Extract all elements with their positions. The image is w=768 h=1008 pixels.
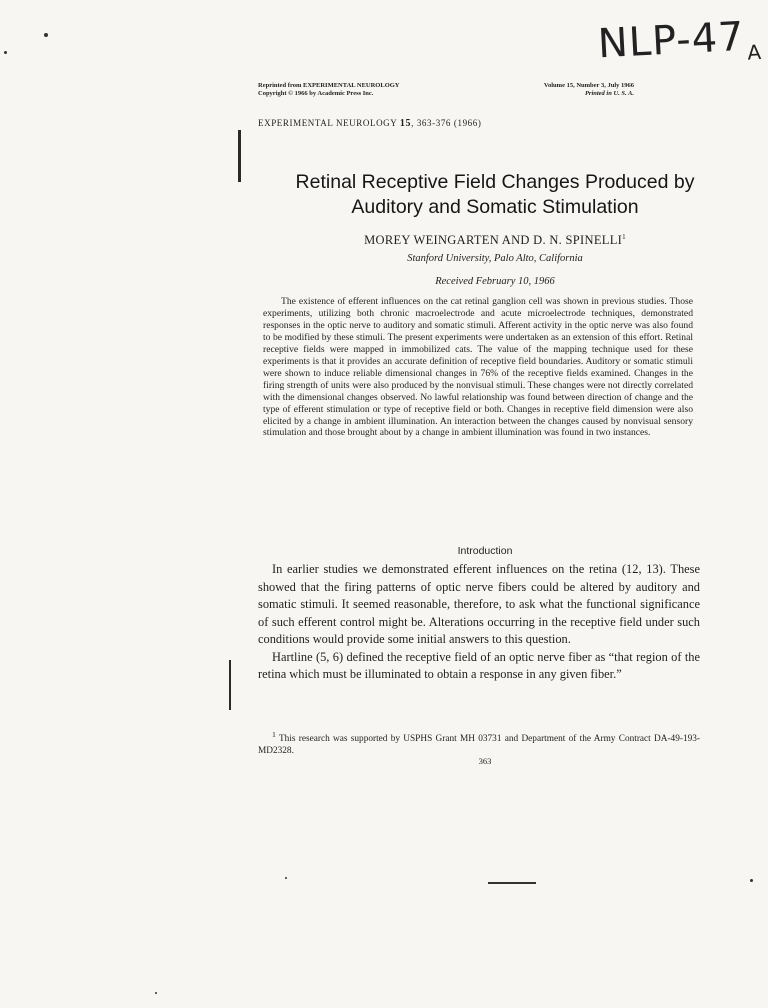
abstract: The existence of efferent influences on the cat retinal ganglion cell was shown in previous studies. Those experiments, utilizing both chronic macroelectrode and acute microelectrode techniques, demonstrated responses in the optic nerve to auditory and somatic stimuli. Afferent activity in the optic nerve was also found to be modified by these stimuli. The present experiments were undertaken as an extension of this effort. Retinal receptive fields were mapped in immobilized cats. The value of the mapping technique used for these experiments is that it provides an accurate definition of receptive field boundaries. Auditory or somatic stimuli were shown to induce reliable dimensional changes in 76% of the receptive fields examined. Changes in the firing strength of units were also produced by the nonvisual stimuli. These changes were not directly correlated with the dimensional changes observed. No lawful relationship was found between direction of change and the type of efferent stimulation or type of receptive field or both. Changes in receptive field dimension were also elicited by a change in ambient illumination. An interaction between the changes caused by nonvisual sensory stimulation and those brought about by a change in ambient illumination was found in two instances.: [263, 296, 693, 439]
volume-info: [484, 82, 634, 98]
journal-pages: , 363-376 (1966): [411, 118, 482, 128]
page-number: 363: [478, 756, 492, 766]
footnote: [258, 729, 700, 758]
journal-volume: 15: [399, 118, 412, 129]
handwritten-note: [596, 13, 768, 73]
introduction-body: [258, 561, 700, 684]
article-title: [280, 170, 710, 220]
title-line-2: Auditory and Somatic Stimulation: [351, 196, 639, 218]
author-footnote-mark: 1: [622, 233, 626, 241]
reprint-notice: [258, 82, 488, 98]
reprint-line: Reprinted from EXPERIMENTAL NEUROLOGY: [258, 82, 400, 89]
paragraph: Hartline (5, 6) defined the receptive field of an optic nerve fiber as “that region of the retina which must be illuminated to obtain a response in any given fiber.”: [258, 649, 700, 681]
handwritten-note-suffix: A: [746, 39, 763, 65]
printed-line: Printed in U. S. A.: [584, 90, 634, 97]
margin-bracket: [238, 130, 241, 182]
paragraph: In earlier studies we demonstrated efferent influences on the retina (12, 13). These showed that the firing patterns of optic nerve fibers could be altered by auditory and somatic stimuli. It seemed reasonable, therefore, to ask what the functional significance of such efferent control might be. Alterations occurring in the receptive field under such conditions would provide some initial answers to this question.: [258, 562, 700, 646]
scan-speck: [285, 877, 287, 879]
affiliation: Stanford University, Palo Alto, California: [407, 253, 583, 264]
scan-speck: [4, 51, 7, 54]
footnote-mark: 1: [272, 730, 276, 739]
article-authors: [280, 233, 710, 248]
footnote-text: This research was supported by USPHS Grant MH 03731 and Department of the Army Contract DA-49-193-MD2328.: [258, 734, 700, 757]
section-heading-introduction: Introduction: [457, 545, 513, 557]
journal-name: EXPERIMENTAL NEUROLOGY: [258, 118, 398, 128]
handwritten-note-main: NLP-47: [596, 13, 746, 68]
title-line-1: Retinal Receptive Field Changes Produced by: [295, 171, 695, 193]
scan-speck: [750, 879, 753, 882]
copyright-line: Copyright © 1966 by Academic Press Inc.: [258, 90, 374, 97]
scan-speck: [44, 33, 48, 37]
margin-bracket: [229, 660, 231, 710]
scan-speck: [155, 992, 157, 994]
journal-citation: [258, 118, 588, 129]
scan-mark: [488, 882, 536, 884]
authors-text: MOREY WEINGARTEN AND D. N. SPINELLI: [364, 233, 623, 248]
volume-line: Volume 15, Number 3, July 1966: [543, 82, 634, 89]
received-date: Received February 10, 1966: [435, 276, 555, 287]
